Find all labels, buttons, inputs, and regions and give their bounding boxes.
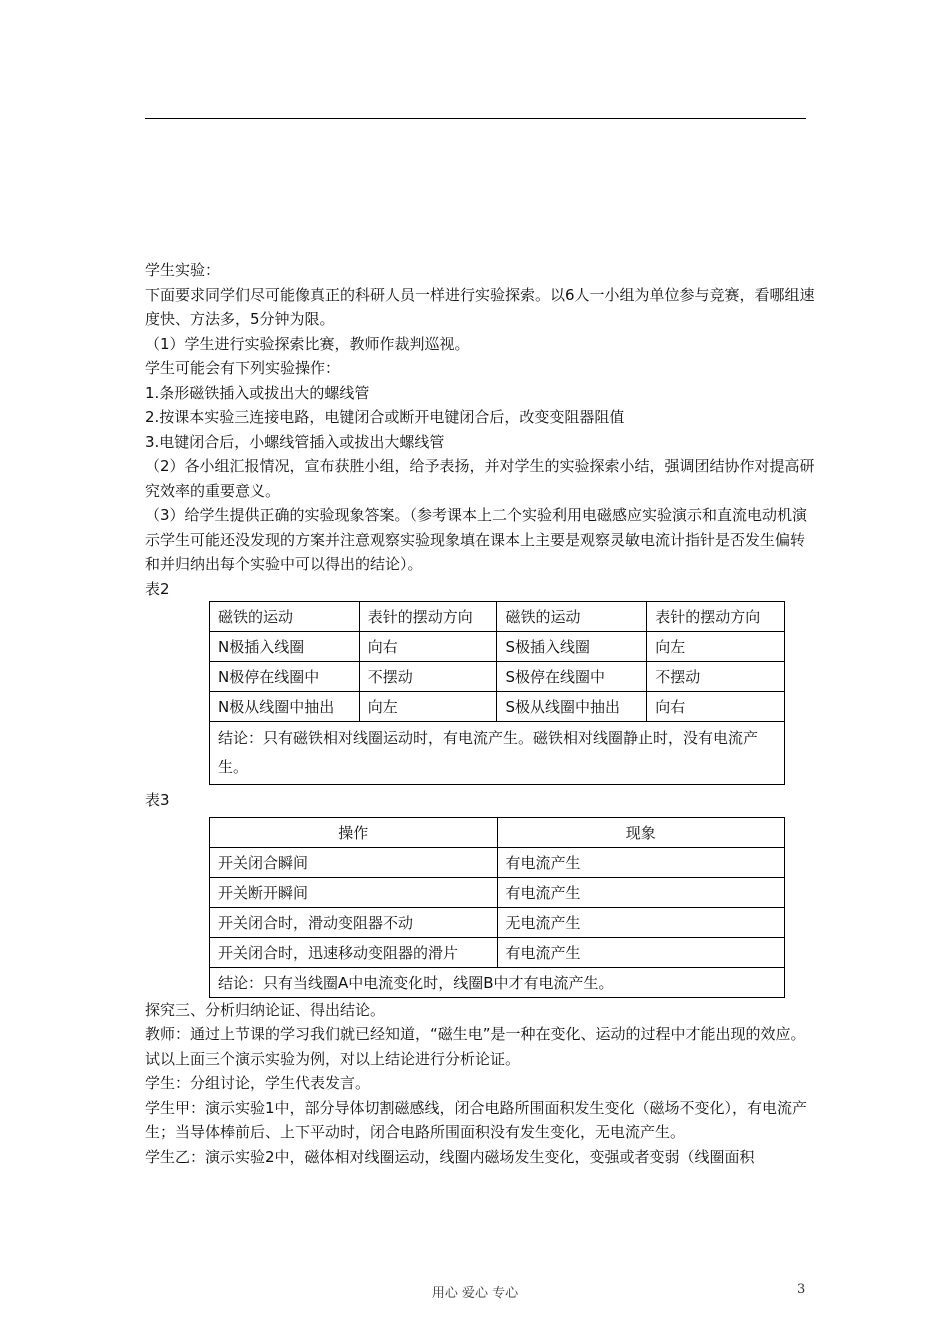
table-row bbox=[210, 632, 785, 662]
paragraph: 下面要求同学们尽可能像真正的科研人员一样进行实验探索。以6人一小组为单位参与竞赛，看哪组速度快、方法多，5分钟为限。 bbox=[145, 285, 815, 328]
table-header-row bbox=[210, 602, 785, 632]
table-cell: 向右 bbox=[359, 632, 497, 662]
paragraph: 学生：分组讨论，学生代表发言。 bbox=[145, 1074, 371, 1092]
table-2 bbox=[209, 601, 785, 785]
table-header-cell: 表针的摆动方向 bbox=[647, 602, 785, 632]
table-header-cell: 操作 bbox=[210, 817, 498, 847]
table-header-cell: 现象 bbox=[497, 817, 785, 847]
table-cell: 开关闭合时，滑动变阻器不动 bbox=[210, 907, 498, 937]
paragraph: 教师：通过上节课的学习我们就已经知道，“磁生电”是一种在变化、运动的过程中才能出现的效应。试以上面三个演示实验为例，对以上结论进行分析论证。 bbox=[145, 1025, 806, 1068]
table-cell: 有电流产生 bbox=[497, 937, 785, 967]
table-header-cell: 磁铁的运动 bbox=[497, 602, 647, 632]
table-3 bbox=[209, 817, 785, 998]
paragraph: 学生可能会有下列实验操作： bbox=[145, 359, 341, 377]
table-header-cell: 表针的摆动方向 bbox=[359, 602, 497, 632]
paragraph: 学生乙：演示实验2中，磁体相对线圈运动，线圈内磁场发生变化，变强或者变弱（线圈面积 bbox=[145, 1147, 755, 1166]
section-heading: 探究三、分析归纳论证、得出结论。 bbox=[145, 1000, 386, 1019]
table-cell: 不摆动 bbox=[359, 662, 497, 692]
table-row bbox=[210, 877, 785, 907]
table-conclusion: 结论：只有当线圈A中电流变化时，线圈B中才有电流产生。 bbox=[210, 967, 785, 997]
table-cell: S极从线圈中抽出 bbox=[497, 692, 647, 722]
table-header-row bbox=[210, 817, 785, 847]
table-cell: 向左 bbox=[647, 632, 785, 662]
table-cell: 开关闭合时，迅速移动变阻器的滑片 bbox=[210, 937, 498, 967]
header-rule bbox=[145, 118, 806, 119]
table-cell: S极停在线圈中 bbox=[497, 662, 647, 692]
paragraph: （3）给学生提供正确的实验现象答案。（参考课本上二个实验利用电磁感应实验演示和直流电动机演示学生可能还没发现的方案并注意观察实验现象填在课本上主要是观察灵敏电流计指针是否发生偏转和并归纳出每个实验中可以得出的结论）。 bbox=[145, 506, 808, 573]
table-conclusion: 结论：只有磁铁相对线圈运动时，有电流产生。磁铁相对线圈静止时，没有电流产生。 bbox=[210, 722, 785, 785]
table-conclusion-row bbox=[210, 967, 785, 997]
table-cell: 无电流产生 bbox=[497, 907, 785, 937]
document-body bbox=[145, 258, 815, 1169]
paragraph: 学生实验： bbox=[145, 261, 221, 279]
table-cell: S极插入线圈 bbox=[497, 632, 647, 662]
table-cell: 向左 bbox=[359, 692, 497, 722]
list-item: 3.电键闭合后，小螺线管插入或拔出大螺线管 bbox=[145, 432, 445, 451]
list-item: 1.条形磁铁插入或拔出大的螺线管 bbox=[145, 383, 370, 402]
table-cell: 向右 bbox=[647, 692, 785, 722]
table-row bbox=[210, 847, 785, 877]
table-row bbox=[210, 937, 785, 967]
table-cell: 开关断开瞬间 bbox=[210, 877, 498, 907]
paragraph: （1）学生进行实验探索比赛，教师作裁判巡视。 bbox=[145, 334, 470, 353]
table-cell: 有电流产生 bbox=[497, 847, 785, 877]
table-cell: 有电流产生 bbox=[497, 877, 785, 907]
table-cell: 不摆动 bbox=[647, 662, 785, 692]
paragraph: （2）各小组汇报情况，宣布获胜小组，给予表扬，并对学生的实验探索小结，强调团结协作对提高研究效率的重要意义。 bbox=[145, 457, 815, 500]
table-header-cell: 磁铁的运动 bbox=[210, 602, 360, 632]
table2-caption: 表2 bbox=[145, 579, 170, 598]
footer-text: 用心 爱心 专心 bbox=[431, 1286, 519, 1301]
list-item: 2.按课本实验三连接电路，电键闭合或断开电键闭合后，改变变阻器阻值 bbox=[145, 408, 625, 426]
paragraph: 学生甲：演示实验1中，部分导体切割磁感线，闭合电路所围面积发生变化（磁场不变化），有电流产生；当导体棒前后、上下平动时，闭合电路所围面积没有发生变化，无电流产生。 bbox=[145, 1098, 808, 1141]
table-row bbox=[210, 692, 785, 722]
table-cell: N极插入线圈 bbox=[210, 632, 360, 662]
table-cell: N极停在线圈中 bbox=[210, 662, 360, 692]
page-number: 3 bbox=[797, 1282, 806, 1297]
table-conclusion-row bbox=[210, 722, 785, 785]
table-row bbox=[210, 907, 785, 937]
table3-caption: 表3 bbox=[145, 791, 170, 809]
table-cell: N极从线圈中抽出 bbox=[210, 692, 360, 722]
table-row bbox=[210, 662, 785, 692]
table-cell: 开关闭合瞬间 bbox=[210, 847, 498, 877]
